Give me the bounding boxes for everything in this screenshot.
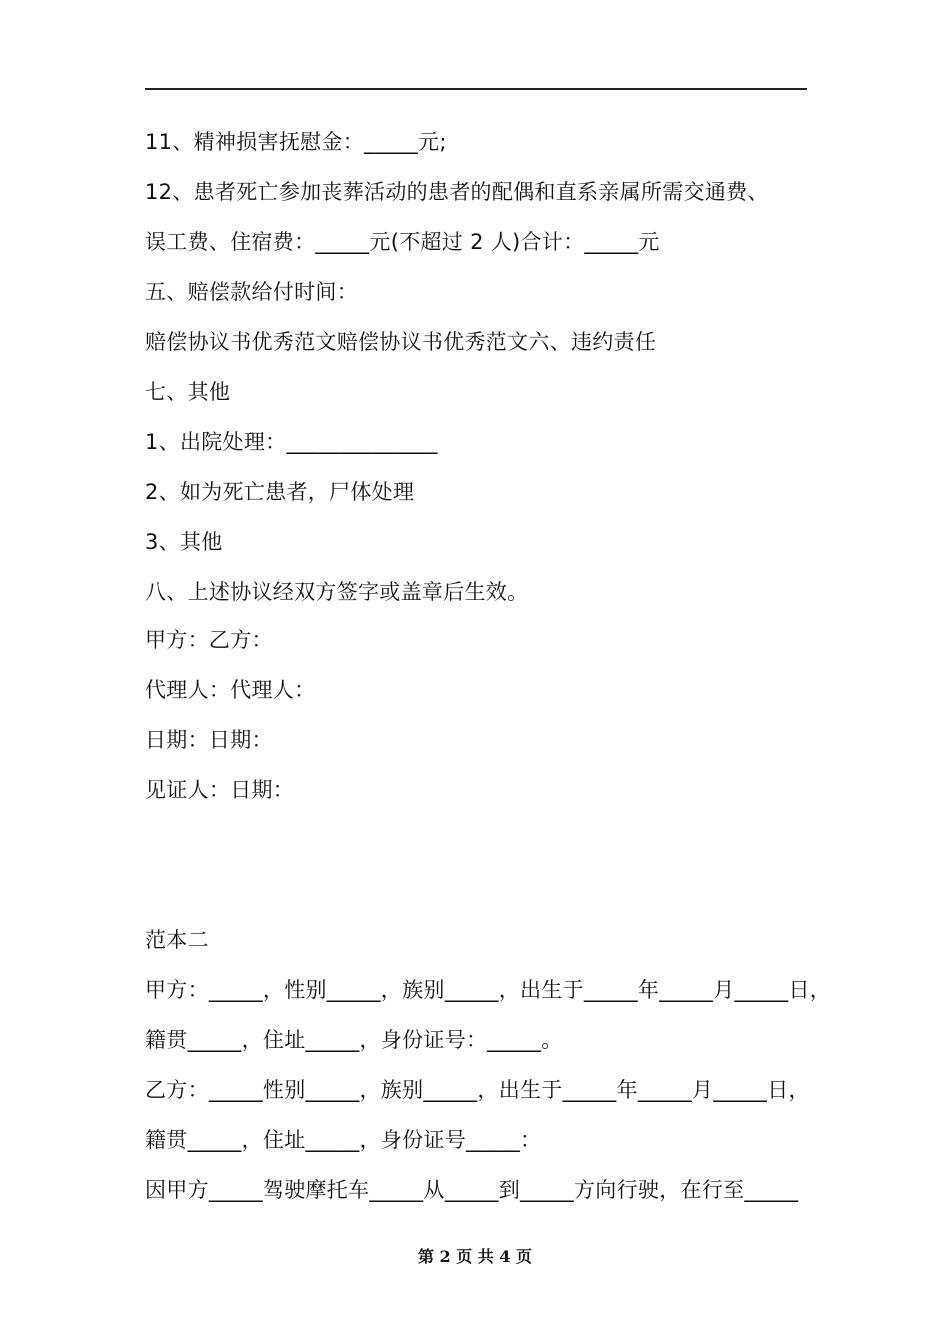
- line-party-a-origin: 籍贯_____，住址_____，身份证号：_____。: [145, 1028, 563, 1052]
- line-party-b-origin: 籍贯_____，住址_____，身份证号_____：: [145, 1128, 542, 1152]
- line-dates: 日期：日期：: [145, 728, 273, 752]
- line-other: 3、其他: [145, 530, 223, 554]
- line-party-b-info: 乙方：_____性别_____，族别_____，出生于_____年_____月_____日，: [145, 1078, 810, 1102]
- line-lost-wages: 误工费、住宿费：_____元(不超过 2 人)合计：_____元: [145, 230, 660, 254]
- line-agents: 代理人：代理人：: [145, 678, 316, 702]
- section-other: 七、其他: [145, 380, 231, 404]
- line-witness: 见证人：日期：: [145, 778, 295, 802]
- section-payment-time: 五、赔偿款给付时间：: [145, 280, 358, 304]
- line-accident-desc: 因甲方_____驾驶摩托车_____从_____到_____方向行驶，在行至_____: [145, 1178, 799, 1202]
- line-funeral-expenses: 12、患者死亡参加丧葬活动的患者的配偶和直系亲属所需交通费、: [145, 180, 769, 204]
- line-discharge: 1、出院处理：______________: [145, 430, 438, 454]
- line-mental-damage: 11、精神损害抚慰金：_____元;: [145, 130, 447, 154]
- line-parties: 甲方：乙方：: [145, 628, 273, 652]
- section-effective: 八、上述协议经双方签字或盖章后生效。: [145, 580, 529, 604]
- line-party-a-info: 甲方：_____，性别_____，族别_____，出生于_____年_____月_____日，: [145, 978, 832, 1002]
- line-remains: 2、如为死亡患者，尸体处理: [145, 480, 415, 504]
- template-two-heading: 范本二: [145, 928, 209, 952]
- page-number: 第 2 页 共 4 页: [417, 1247, 533, 1266]
- top-divider: [145, 88, 807, 90]
- line-breach-liability: 赔偿协议书优秀范文赔偿协议书优秀范文六、违约责任: [145, 330, 657, 354]
